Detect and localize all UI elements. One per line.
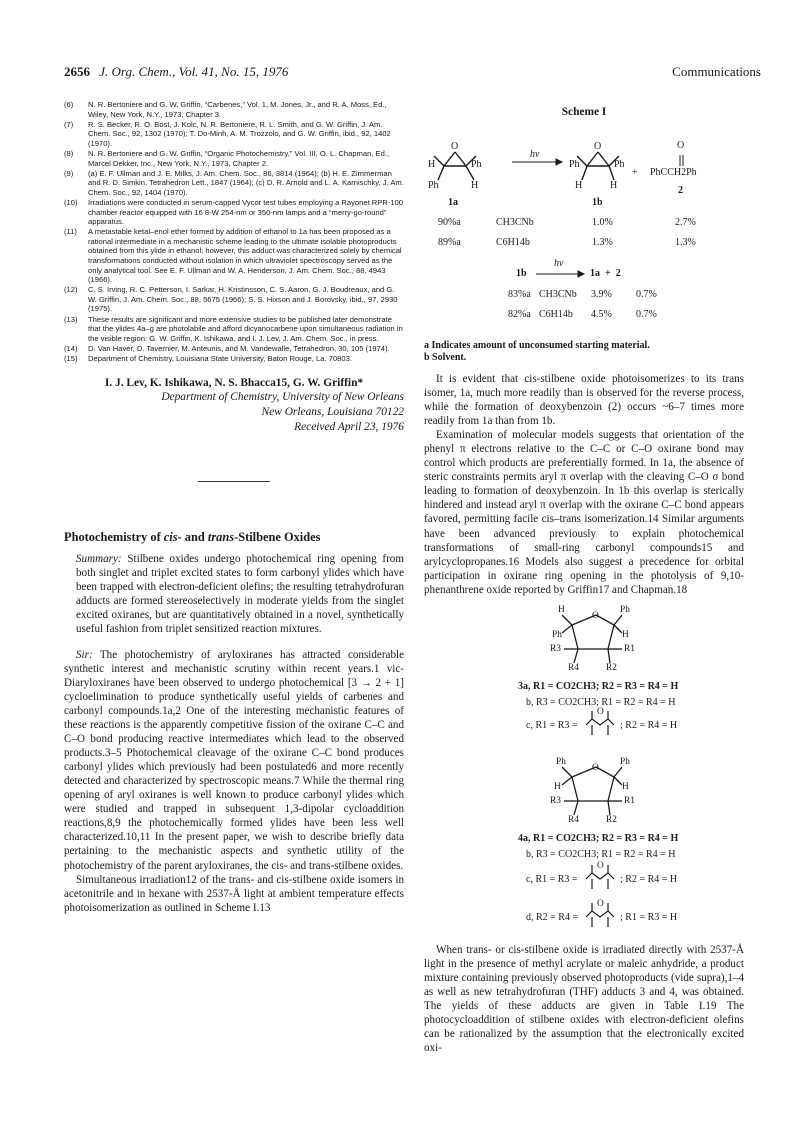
atom-label: Ph <box>569 159 580 170</box>
yield-cell: C6H14b <box>539 309 573 320</box>
reference-item: (15) Department of Chemistry, Louisiana State University, Baton Rouge, La. 70803. <box>64 353 352 363</box>
atom-label: H <box>610 180 618 191</box>
running-header <box>64 64 761 82</box>
atom-label: H <box>554 781 561 792</box>
atom-label: H <box>622 629 629 640</box>
compound-3c-tail: ; R2 = R4 = H <box>620 719 678 731</box>
compound-label-1a: 1a <box>448 197 458 208</box>
equation-left: 1b <box>516 268 527 279</box>
compound-label-1b: 1b <box>592 197 603 208</box>
body-paragraph: Examination of molecular models suggests that orientation of the phenyl π electrons relative to the C–C or C–O oxirane bond may control which products are preferentially formed. In 1a, the absence of steric constraints permits aryl π overlap with the cleaving C–O σ bond leading to formation of deoxybenzoin. In 1b this overlap is sterically hindered and instead aryl π overlap with the oxirane C–C bond appears favored, permitting facile cis–trans isomerization.14 Similar arguments have been advanced previously to explain photochemical transformations of small-ring carbonyl compounds15 and arylcyclopropanes.16 Models also suggest a precedence for orbital participation in oxirane ring opening in the photolysis of 9,10-phenanthrene oxide reported by Griffin17 and Chapman.18 <box>424 429 744 596</box>
yield-cell: 0.7% <box>636 309 657 320</box>
footnote-b: b Solvent. <box>424 352 467 363</box>
affiliation-city: New Orleans, Louisiana 70122 <box>261 405 404 418</box>
scheme-drawing <box>424 122 744 340</box>
yield-cell: C6H14b <box>496 237 530 248</box>
atom-label: R4 <box>568 814 579 825</box>
body-paragraph: Simultaneous irradiation12 of the trans- and cis-stilbene oxide isomers in acetonitrile and in hexane with 2537-Å light at ambient temperature effects photoisomerization as outlined in Scheme I.13 <box>64 873 404 914</box>
scheme-1 <box>424 122 744 340</box>
epoxide-1b <box>577 152 619 180</box>
reference-item: (12) C. S. Irving, R. C. Petterson, I. Sarkar, H. Kristinsson, C. S. Aaron, G. J. Boudreaux, and G. W. Griffin, J. Am. Chem. Soc., 88, 5675 (1966); S. S. Hixson and J. Borovsky, ibid., 97, 2930 (1975). <box>64 285 398 314</box>
atom-label: H <box>558 604 565 615</box>
atom-label: O <box>592 610 599 621</box>
yield-cell: 1.3% <box>592 237 613 248</box>
compound-4a-label: 4a, R1 = CO2CH3; R2 = R3 = R4 = H <box>518 832 679 844</box>
reference-item: (13) These results are significant and more extensive studies to be published later demonstrate that the ylides 4a–g are photolabile and afford dicyanocarbene upon simultaneous radiation in the visible region: G. W. Griffin, K. Ishikawa, and I. J. Lev, J. Am. Chem. Soc., in press. <box>64 314 403 343</box>
yield-cell: 0.7% <box>636 289 657 300</box>
yield-cell: CH3CNb <box>539 289 577 300</box>
atom-label: R4 <box>568 662 579 673</box>
affiliation <box>64 390 404 435</box>
atom-label: R1 <box>624 643 635 654</box>
reference-item: (14) D. Van Haver, D. Tavernier, M. Anteunis, and M. Vandewalle, Tetrahedron, 30, 105 (1974). <box>64 343 390 353</box>
journal-citation: J. Org. Chem., Vol. 41, No. 15, 1976 <box>99 64 289 79</box>
carbonyl-oxygen: O <box>677 140 685 151</box>
yield-cell: 4.5% <box>591 309 612 320</box>
equation-right: 1a + 2 <box>590 268 621 279</box>
scheme-title: Scheme I <box>561 106 607 118</box>
atom-label: R2 <box>606 662 617 673</box>
product-2-formula: PhCCH2Ph <box>650 167 697 178</box>
compound-4c-label: c, R1 = R3 = <box>526 873 578 885</box>
hv-label: hν <box>530 149 540 160</box>
epoxide-1a <box>434 152 476 180</box>
atom-label: R2 <box>606 814 617 825</box>
compound-4b-label: b, R3 = CO2CH3; R1 = R2 = R4 = H <box>526 848 676 860</box>
structures-3-4 <box>424 603 744 935</box>
atom-label: O <box>594 141 602 152</box>
anhydride-oxygen: O <box>597 706 604 717</box>
yield-cell: 3.9% <box>591 289 612 300</box>
hv-label: hν <box>554 258 564 269</box>
affiliation-department: Department of Chemistry, University of New Orleans <box>161 390 404 403</box>
reference-item: (9) (a) E. F. Ullman and J. E. Milks, J. Am. Chem. Soc., 86, 3814 (1964); (b) H. E. Zimmerman and R. D. Simkin, Tetrahedron Lett., 1847 (1964); (c) D. R. Arnold and L. A. Karnischky, J. Am. Chem. Soc., 92, 1404 (1970). <box>64 168 404 197</box>
reference-item: (6) N. R. Bertoniere and G. W. Griffin, “Carbenes,” Vol. 1, M. Jones, Jr., and R. A. Moss, Ed., Wiley, New York, N.Y., 1973, Chapter 3. <box>64 100 387 119</box>
reaction-arrow-2 <box>536 271 584 277</box>
atom-label: H <box>471 180 479 191</box>
body-paragraph: It is evident that cis-stilbene oxide photoisomerizes to its trans isomer, 1a, much more readily than is observed for the reverse process, while the formation of deoxybenzoin (2) occurs ~6–7 times more readily from 1a than from 1b. <box>424 373 744 428</box>
reference-item: (8) N. R. Bertoniere and G. W. Griffin, “Organic Photochemistry,” Vol. III, O. L. Chapman, Ed., Marcel Dekker, Inc., New York, N.Y., 1973, Chapter 2. <box>64 148 390 168</box>
carbonyl-bond <box>680 155 683 166</box>
atom-label: Ph <box>620 604 630 615</box>
body-paragraph: Sir: The photochemistry of aryloxiranes has attracted considerable synthetic interest and mechanistic scrutiny within recent years.1 vic-Diaryloxiranes have been observed to undergo photochemical [3 → 2 + 1] cycloelimination to produce synthetically useful yields of carbenes and carbonyl compounds.1a,2 One of the interesting mechanistic features of these reactions is the apparently competitive fission of the oxirane C–C and C–O bond producing reactive intermediates which lead to the observed products.3–5 Photochemical cleavage of the oxirane C–C bond produces carbonyl ylides which previously had been postulated6 and more recently detected and characterized by spectroscopic means.7 While the thermal ring opening of aryl oxiranes is well known to produce carbonyl ylides which were studied and trapped in subsequent 1,3-dipolar cycloaddition reactions,8,9 the photochemically formed ylides have been less well characterized.10,11 In the present paper, we wish to describe briefly data pertaining to the mechanistic aspects and synthetic utility of the photochemistry of the parent aryloxiranes, the cis- and trans-stilbene oxides. <box>64 648 404 872</box>
article-title: Photochemistry of cis- and trans-Stilbene Oxides <box>64 529 321 544</box>
atom-label: R3 <box>550 643 561 654</box>
author-line: I. J. Lev, K. Ishikawa, N. S. Bhacca15, G. W. Griffin* <box>104 376 364 389</box>
body-paragraph: When trans- or cis-stilbene oxide is irradiated directly with 2537-Å light in the presence of methyl acrylate or maleic anhydride, a product mixture containing previously observed photoproducts (vide supra),1–4 as well as new tetrahydrofuran (THF) adducts 3 and 4, was obtained. The yields of these adducts are given in Table I.19 The photocycloaddition of stilbene oxides with electron-deficient olefins can be rationalized by the assumption that the electronically excited oxi- <box>424 943 744 1055</box>
atom-label: R3 <box>550 795 561 806</box>
atom-label: H <box>622 781 629 792</box>
reference-item: (11) A metastable ketal–enol ether formed by addition of ethanol to 1a has been proposed as a rational intermediate in a mechanistic scheme leading to the ultimate isolable photoproducts obtained from this ylide in ethanol; however, this adduct was characterized solely by chemical transformations conducted without isolation in which ultraviolet spectroscopy served as the only analytical tool. See E. F. Ullman and W. A. Henderson, J. Am. Chem. Soc., 88, 4943 (1966). <box>64 227 402 285</box>
section-divider <box>198 481 270 482</box>
reference-item: (10) Irradiations were conducted in serum-capped Vycor test tubes employing a Rayonet RPR-100 chamber reactor equipped with 16 8-W 254-nm or 350-nm lamps and a “merry-go-round” apparatus. <box>64 197 404 227</box>
atom-label: O <box>451 141 459 152</box>
compound-4c-tail: ; R2 = R4 = H <box>620 873 678 885</box>
atom-label: Ph <box>620 756 630 767</box>
left-column <box>64 100 404 915</box>
yield-cell: 2.7% <box>675 217 696 228</box>
summary-paragraph: Summary: Stilbene oxides undergo photochemical ring opening from both singlet and triplet excited states to form carbonyl ylides which have been trapped with electron-deficient olefins; the resulting tetrahydrofuran adducts are formed stereoselectively in moderate yields from the singlet excited oxiranes, but are quantitatively obtained in a novel, synthetically useful fashion from triplet sensitized reaction mixtures. <box>76 552 404 635</box>
yield-cell: 82%a <box>508 309 531 320</box>
compound-4d-label: d, R2 = R4 = <box>526 911 579 923</box>
section-name: Communications <box>672 64 761 79</box>
summary-label: Summary: <box>76 552 122 565</box>
sir-label: Sir: <box>76 648 93 661</box>
yield-cell: 89%a <box>438 237 461 248</box>
yield-cell: 90%a <box>438 217 461 228</box>
compound-3b-label: b, R3 = CO2CH3; R1 = R2 = R4 = H <box>526 696 676 708</box>
yield-cell: 1.3% <box>675 237 696 248</box>
yield-cell: 83%a <box>508 289 531 300</box>
atom-label: R1 <box>624 795 635 806</box>
atom-label: H <box>575 180 583 191</box>
atom-label: Ph <box>614 159 625 170</box>
anhydride-oxygen: O <box>597 860 604 871</box>
atom-label: H <box>428 159 436 170</box>
reference-list <box>64 100 404 364</box>
anhydride-oxygen: O <box>597 898 604 909</box>
scheme-footnotes <box>424 340 744 364</box>
right-column <box>424 100 744 1055</box>
reference-item: (7) R. S. Becker, R. O. Bost, J. Kolc, N. R. Bertoniere, R. L. Smith, and G. W. Griffin, J. Am. Chem. Soc., 92, 1302 (1970); T. Do-Minh, A. M. Trozzolo, and G. W. Griffin, ibid., 92, 1402 (1970). <box>64 119 391 148</box>
yield-cell: CH3CNb <box>496 217 534 228</box>
atom-label: Ph <box>556 756 566 767</box>
footnote-a: a Indicates amount of unconsumed starting material. <box>424 340 650 351</box>
atom-label: O <box>592 762 599 773</box>
page-number: 2656 <box>64 64 90 79</box>
plus-sign: + <box>632 167 638 178</box>
compound-label-2: 2 <box>678 185 683 196</box>
atom-label: Ph <box>428 180 439 191</box>
atom-label: Ph <box>471 159 482 170</box>
received-date: Received April 23, 1976 <box>294 420 404 433</box>
structure-drawing <box>424 603 744 935</box>
atom-label: Ph <box>552 629 562 640</box>
compound-3c-label: c, R1 = R3 = <box>526 719 578 731</box>
yield-cell: 1.0% <box>592 217 613 228</box>
compound-3a-label: 3a, R1 = CO2CH3; R2 = R3 = R4 = H <box>518 680 679 692</box>
compound-4d-tail: ; R1 = R3 = H <box>620 911 678 923</box>
